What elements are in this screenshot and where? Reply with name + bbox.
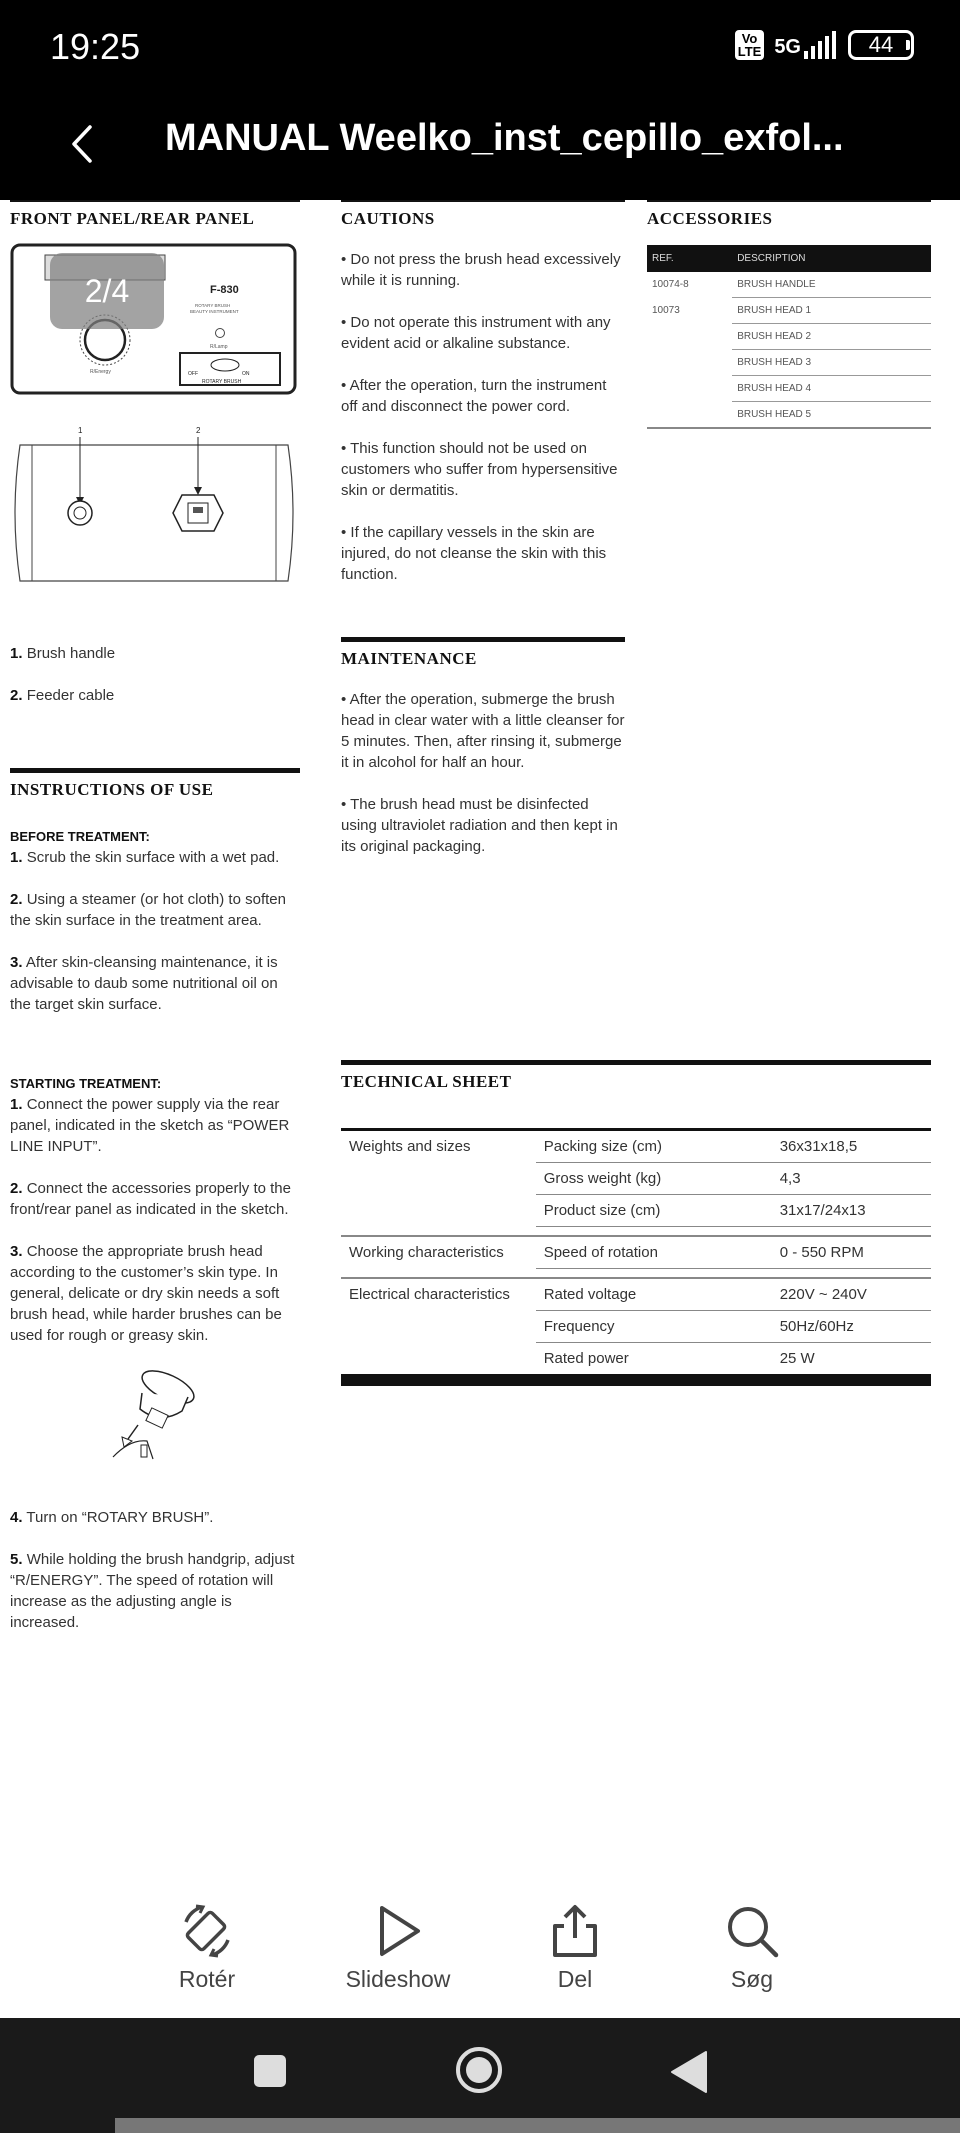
front-panel-heading: FRONT PANEL/REAR PANEL [10,200,300,229]
brush-head-illustration [10,1367,300,1467]
technical-sheet [341,1060,931,1386]
table-row: BRUSH HEAD 5 [647,402,931,429]
triangle-back-icon [670,2050,710,2094]
instructions-heading: INSTRUCTIONS OF USE [10,768,300,800]
search-button[interactable] [672,1902,832,1993]
before-treatment-heading: BEFORE TREATMENT: [10,829,150,844]
recents-button[interactable] [252,2053,288,2094]
cautions-list [341,249,625,585]
search-label: Søg [730,1966,774,1992]
title-bar [0,95,960,200]
volte-icon: Vo LTE [735,30,765,60]
table-row: Working characteristics Speed of rotation 0 - 550 RPM [341,1236,931,1269]
before-step-3: 3. After skin-cleansing maintenance, it is advisable to daub some nutritional oil on the target skin surface. [10,954,278,1013]
caution-item: • Do not press the brush head excessively while it is running. [341,251,621,289]
recents-icon [252,2053,288,2089]
caution-item: • After the operation, turn the instrument off and disconnect the power cord. [341,377,607,415]
column-right [647,200,931,429]
starting-treatment-heading: STARTING TREATMENT: [10,1076,162,1091]
maintenance-item: • After the operation, submerge the brush head in clear water with a little cleanser for 5 minutes. Then, after rinsing it, submerge it in alcohol for half an hour. [341,691,625,771]
slideshow-button[interactable] [318,1902,478,1993]
accessories-heading: ACCESSORIES [647,200,931,229]
status-time: 19:25 [50,26,141,67]
legend-item-2: 2. Feeder cable [10,687,115,704]
share-label: Del [557,1966,593,1992]
before-step-2: 2. Using a steamer (or hot cloth) to soften the skin surface in the treatment area. [10,891,286,929]
accessories-table [647,245,931,429]
maintenance-list [341,689,625,857]
technical-sheet-heading: TECHNICAL SHEET [341,1060,931,1092]
rotate-icon [178,1902,236,1960]
document-page[interactable] [0,200,960,1880]
start-step-5: 5. While holding the brush handgrip, adjust “R/ENERGY”. The speed of rotation will increase as the adjusting angle is increased. [10,1551,295,1631]
system-nav-bar [0,2018,960,2133]
table-row: Frequency 50Hz/60Hz [341,1311,931,1343]
rear-panel-diagram [10,423,300,598]
share-icon [546,1902,604,1960]
caution-item: • If the capillary vessels in the skin are injured, do not cleanse the skin with this function. [341,524,607,583]
col-ref-header: REF. [647,245,732,272]
bottom-toolbar [0,1880,960,2018]
before-step-1: 1. Scrub the skin surface with a wet pad. [10,849,280,866]
legend-item-1: 1. Brush handle [10,645,116,662]
column-middle [341,200,625,878]
svg-text:OFF: OFF [188,371,198,377]
maintenance-item: • The brush head must be disinfected using ultraviolet radiation and then kept in its original packaging. [341,796,618,855]
svg-text:ROTARY BRUSH: ROTARY BRUSH [202,379,242,385]
col-desc-header: DESCRIPTION [732,245,931,272]
system-back-button[interactable] [670,2050,710,2099]
network-type: 5G [774,36,801,58]
table-row: Rated power 25 W [543,1350,815,1367]
rotate-label: Rotér [178,1966,236,1992]
cautions-heading: CAUTIONS [341,200,625,229]
search-icon [723,1902,781,1960]
home-icon [454,2045,504,2095]
status-icons [735,30,910,60]
home-button[interactable] [454,2045,504,2100]
status-bar [0,0,960,95]
svg-text:R/Lamp: R/Lamp [210,344,228,350]
rear-label-2: 2 [196,426,201,435]
group-label: Weights and sizes [349,1138,471,1156]
table-row: 10073 BRUSH HEAD 1 [647,298,931,324]
table-bottom-bar [341,1374,931,1386]
rotate-button[interactable] [127,1902,287,1993]
scroll-indicator [115,2118,960,2133]
battery-icon: 44 [848,30,914,60]
start-step-2: 2. Connect the accessories properly to the front/rear panel as indicated in the sketch. [10,1180,291,1218]
rear-label-1: 1 [78,426,83,435]
table-row: Electrical characteristics Rated voltage 220V ~ 240V [341,1278,931,1311]
table-row: Gross weight (kg) 4,3 [341,1163,931,1195]
table-row: BRUSH HEAD 3 [647,350,931,376]
caution-item: • This function should not be used on customers who suffer from hypersensitive skin or dermatitis. [341,440,618,499]
back-button[interactable] [60,119,110,169]
document-title: MANUAL Weelko_inst_cepillo_exfol... [165,117,844,159]
back-arrow-icon [60,119,110,169]
column-left [10,200,300,1654]
svg-text:R/Energy: R/Energy [90,369,111,375]
page-indicator: 2/4 [50,253,164,329]
svg-text:ROTARY BRUSH: ROTARY BRUSH [195,303,231,308]
table-row: Product size (cm) 31x17/24x13 [341,1195,931,1227]
table-row: BRUSH HEAD 4 [647,376,931,402]
start-step-3: 3. Choose the appropriate brush head according to the customer’s skin type. In general, delicate or dry skin needs a soft brush head, while harder brushes can be used for rough or greasy skin. [10,1243,282,1344]
table-row: BRUSH HEAD 2 [647,324,931,350]
table-row: 10074-8 BRUSH HANDLE [647,272,931,298]
signal-icon [774,31,838,59]
start-step-4: 4. Turn on “ROTARY BRUSH”. [10,1509,214,1526]
panel-legend [10,643,300,706]
table-row: Weights and sizes Packing size (cm) 36x31x18,5 [341,1130,931,1163]
group-label: Electrical characteristics [341,1278,536,1311]
technical-table [341,1128,931,1374]
share-button[interactable] [495,1902,655,1993]
model-label: F-830 [210,284,239,296]
start-step-1: 1. Connect the power supply via the rear panel, indicated in the sketch as “POWER LINE INPUT”. [10,1096,290,1155]
caution-item: • Do not operate this instrument with any evident acid or alkaline substance. [341,314,611,352]
maintenance-heading: MAINTENANCE [341,637,625,669]
play-icon [369,1902,427,1960]
svg-text:BEAUTY INSTRUMENT: BEAUTY INSTRUMENT [190,309,239,314]
group-label: Working characteristics [341,1236,536,1269]
slideshow-label: Slideshow [345,1966,451,1992]
svg-text:ON: ON [242,371,250,377]
